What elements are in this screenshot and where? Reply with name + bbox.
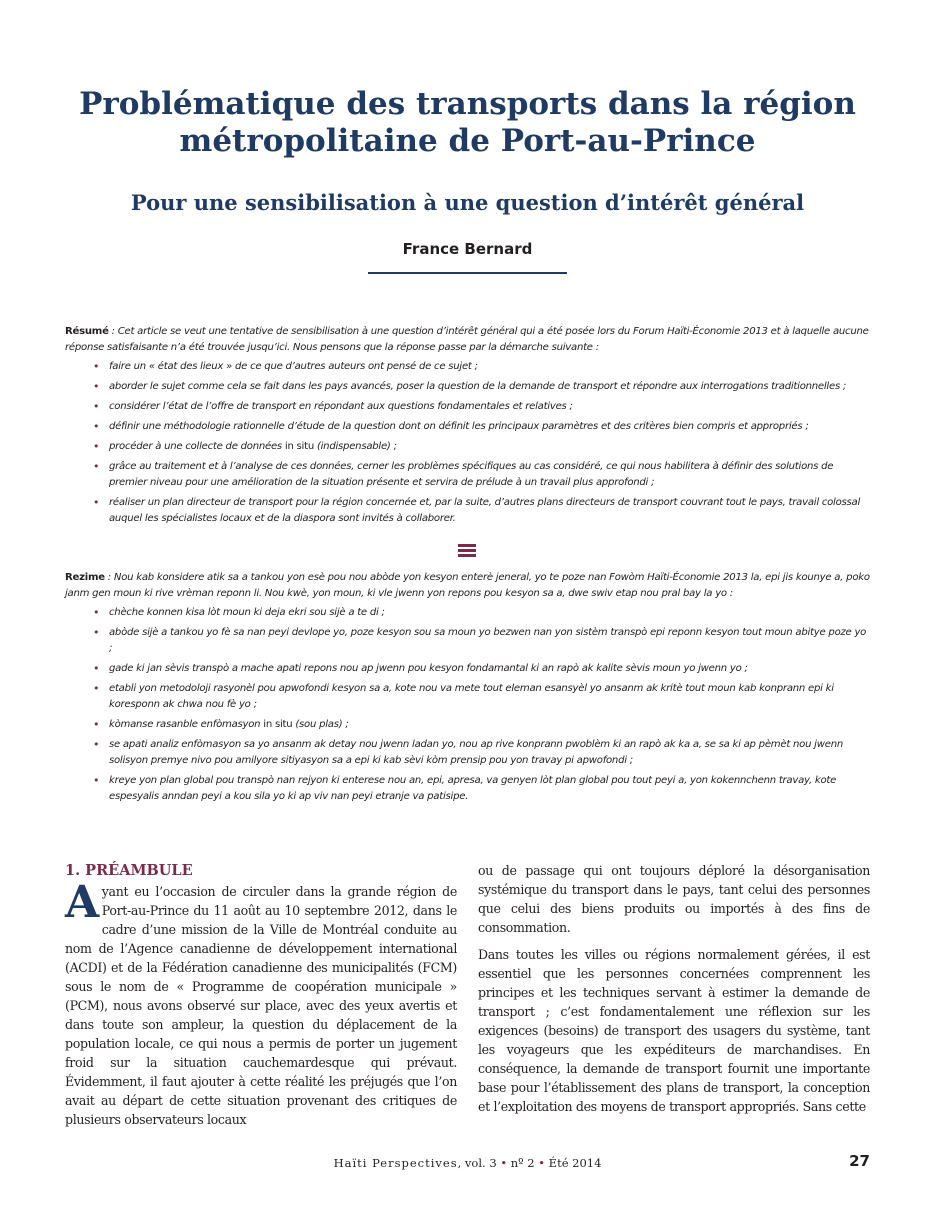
abstract-kreyol [65,570,871,809]
bullet-icon: • [93,738,100,751]
list-item [65,459,871,491]
body-paragraph: Dans toutes les villes ou régions normalement gérées, il est essentiel que les personnes concernées comprennent les principes et les techniques servant à estimer la demande de transport ; c’est fondamentalement une réflexion sur les exigences (besoins) de transport des usagers du système, tant les voyageurs que les expéditeurs de marchandises. En conséquence, la demande de transport fournit une importante base pour l’établissement des plans de transport, la conception et l’exploitation des moyens de transport appropriés. Sans cette [478,947,870,1114]
abstract-kreyol-label: Rezime [65,572,105,583]
list-item-text: etabli yon metodoloji rasyonèl pou apwofondi kesyon sa a, kote nou va mete tout eleman esansyèl yo ansanm ak kritè tout moun kab konprann epi ki koresponn ak chwa nou fè yo ; [109,683,834,710]
page-number: 27 [849,1152,870,1170]
journal-name: Haïti Perspectives [333,1156,458,1170]
body-paragraph: ou de passage qui ont toujours déploré la désorganisation systémique du transport dans le pays, tant celui des personnes que celui des biens produits ou importés à des fins de consommation. [478,863,870,935]
list-item-text: (sou plas) ; [292,719,349,730]
list-item-text: grâce au traitement et à l’analyse de ces données, cerner les problèmes spécifiques au cas considéré, ce qui nous habilitera à définir des solutions de premier niveau pour une amélioration de la situation présente et servira de prélude à un travail plus approfondi ; [109,461,834,488]
drop-cap: A [65,877,99,928]
list-item [65,399,871,415]
list-item [65,625,871,657]
bullet-icon: • [93,606,100,619]
list-item-upright-text: in situ [284,441,314,452]
abstract-french-intro [65,324,871,356]
author-divider [368,272,567,274]
list-item-text: définir une méthodologie rationnelle d’étude de la question dont on définit les principaux paramètres et des critères bien compris et appropriés ; [109,421,809,432]
list-item [65,359,871,375]
list-item-text: aborder le sujet comme cela se fait dans les pays avancés, poser la question de la demande de transport et répondre aux interrogations traditionnelles ; [109,381,847,392]
list-item-text: procéder à une collecte de données [109,441,285,452]
section-heading: 1. PRÉAMBULE [65,862,193,879]
bullet-icon: • [93,440,100,453]
bullet-icon: • [93,626,100,639]
list-item [65,681,871,713]
list-item-text: réaliser un plan directeur de transport pour la région concernée et, par la suite, d’autres plans directeurs de transport couvrant tout le pays, travail colossal auquel les spécialistes locaux et de la diaspora sont invités à collaborer. [109,497,861,524]
article-title [60,86,875,160]
bullet-icon: • [93,496,100,509]
list-item [65,605,871,621]
list-item-text: chèche konnen kisa lòt moun ki deja ekri sou sijè a te di ; [109,607,385,618]
author-name: France Bernard [402,240,533,258]
list-item-text: faire un « état des lieux » de ce que d’autres auteurs ont pensé de ce sujet ; [109,361,478,372]
list-item [65,439,871,455]
bullet-icon: • [93,420,100,433]
abstract-french [65,324,871,531]
abstract-french-list [65,359,871,527]
list-item-text: se apati analiz enfòmasyon sa yo ansanm ak detay nou jwenn ladan yo, nou ap rive konprann pwoblèm ki an rapò ak ka a, se sa ki ap pèmèt nou jwenn solisyon premye nivo pou amilyore sitiyasyon sa a epi ki kab sèvi kòm prensip pou yon travay pi apwofondi ; [109,739,843,766]
bullet-icon: • [93,360,100,373]
list-item-text: considérer l’état de l’offre de transport en répondant aux questions fondamentales et relatives ; [109,401,573,412]
list-item-text: abòde sijè a tankou yo fè sa nan peyi devlope yo, poze kesyon sou sa moun yo bezwen nan yon sistèm transpò epi reponn kesyon tout moun abitye poze yo ; [109,627,867,654]
abstract-french-intro-text: : Cet article se veut une tentative de sensibilisation à une question d’intérêt général qui a été posée lors du Forum Haïti-Économie 2013 et à laquelle aucune réponse satisfaisante n’a été trouvée jusqu’ici. Nous pensons que la réponse passe par la démarche suivante : [65,326,869,353]
body-paragraph-text: yant eu l’occasion de circuler dans la grande région de Port-au-Prince du 11 août au 10 septembre 2012, dans le cadre d’une mission de la Ville de Montréal conduite au nom de l’Agence canadienne de développement international (ACDI) et de la Fédération canadienne des municipalités (FCM) sous le nom de « Programme de coopération municipale » (PCM), nous avons observé sur place, avec des yeux avertis et dans toute son ampleur, la question du déplacement de la population locale, ce qui nous a permis de porter un jugement froid sur la situation cauchemardesque qui prévaut. Évidemment, il faut ajouter à cette réalité les préjugés que l’on avait au départ de cette situation provenant des critiques de plusieurs observateurs locaux [65,884,457,1127]
bullet-icon: • [93,662,100,675]
list-item [65,661,871,677]
section-divider-icon [458,544,476,558]
abstract-french-label: Résumé [65,326,109,337]
abstract-kreyol-intro [65,570,871,602]
issue-number: nº 2 [507,1156,539,1170]
list-item-text: (indispensable) ; [313,441,397,452]
title-line-1: Problématique des transports dans la région [79,86,856,122]
bullet-icon: • [93,682,100,695]
list-item [65,495,871,527]
list-item-text: kòmanse rasanble enfòmasyon [109,719,264,730]
body-column-right [478,861,870,1124]
bullet-icon: • [93,774,100,787]
title-line-2: métropolitaine de Port-au-Prince [179,123,756,160]
list-item [65,379,871,395]
bullet-icon: • [93,718,100,731]
list-item-upright-text: in situ [263,719,293,730]
bullet-icon: • [93,400,100,413]
list-item [65,717,871,733]
separator-icon: • [500,1156,508,1170]
page-footer [65,1154,870,1174]
journal-citation [65,1156,870,1170]
list-item-text: kreye yon plan global pou transpò nan rejyon ki enterese nou an, epi, apresa, va genyen lòt plan global pou tout peyi a, yon kokennchenn travay, kote espesyalis anndan peyi a kou sila yo ki ap viv nan peyi etranje va patisipe. [109,775,837,802]
body-paragraph [65,877,457,1129]
bullet-icon: • [93,380,100,393]
issue-season: Été 2014 [545,1156,602,1170]
issue-volume: , vol. 3 [457,1156,501,1170]
body-column-left [65,861,457,1137]
list-item-text: gade ki jan sèvis transpò a mache apati repons nou ap jwenn pou kesyon fondamantal ki an rapò ak kalite sèvis moun yo jwenn yo ; [109,663,748,674]
bullet-icon: • [93,460,100,473]
separator-icon: • [538,1156,546,1170]
article-subtitle: Pour une sensibilisation à une question d’intérêt général [130,190,805,215]
abstract-kreyol-intro-text: : Nou kab konsidere atik sa a tankou yon esè pou nou abòde yon kesyon enterè jeneral, yo te poze nan Fowòm Haïti-Économie 2013 la, epi jis kounye a, poko janm gen moun ki rive vrèman reponn li. Nou kwè, yon moun, ki vle jwenn yon repons pou kesyon sa a, dwe swiv etap nou pral bay la yo : [65,572,870,599]
list-item [65,419,871,435]
abstract-kreyol-list [65,605,871,805]
list-item [65,773,871,805]
list-item [65,737,871,769]
